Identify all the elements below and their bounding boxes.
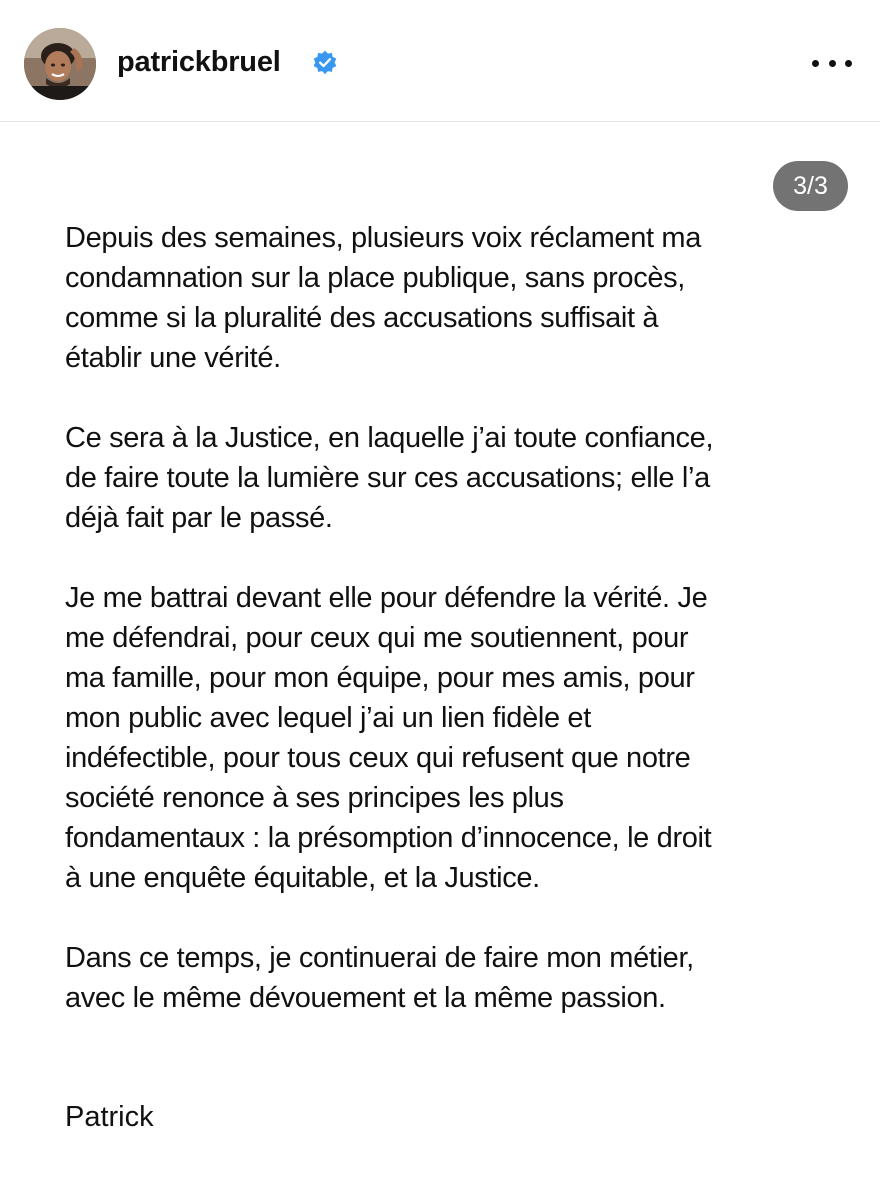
text-line: mon public avec lequel j’ai un lien fidèle et <box>65 702 591 734</box>
verified-badge-icon <box>312 50 338 76</box>
post-paragraph <box>65 218 845 378</box>
text-line: avec le même dévouement et la même passion. <box>65 982 666 1014</box>
text-line: de faire toute la lumière sur ces accusations; elle l’a <box>65 462 710 494</box>
post-text-body <box>65 218 845 1058</box>
more-options-icon <box>829 60 836 67</box>
more-options-button[interactable] <box>812 48 852 78</box>
text-line: indéfectible, pour tous ceux qui refusent que notre <box>65 742 691 774</box>
text-line: fondamentaux : la présomption d’innocence, le droit <box>65 822 712 854</box>
text-line: Je me battrai devant elle pour défendre la vérité. Je <box>65 582 708 614</box>
more-options-icon <box>845 60 852 67</box>
post-paragraph <box>65 578 845 898</box>
text-line: établir une vérité. <box>65 342 281 374</box>
text-line: comme si la pluralité des accusations suffisait à <box>65 302 659 334</box>
text-line: ma famille, pour mon équipe, pour mes amis, pour <box>65 662 695 694</box>
text-line: société renonce à ses principes les plus <box>65 782 564 814</box>
text-line: déjà fait par le passé. <box>65 502 333 534</box>
text-line: condamnation sur la place publique, sans procès, <box>65 262 685 294</box>
text-line: à une enquête équitable, et la Justice. <box>65 862 540 894</box>
profile-avatar[interactable] <box>24 28 96 100</box>
username-link[interactable]: patrickbruel <box>117 46 281 78</box>
avatar-photo-icon <box>24 28 96 100</box>
slide-counter-badge: 3/3 <box>773 161 848 211</box>
post-paragraph <box>65 938 845 1018</box>
text-line: Depuis des semaines, plusieurs voix réclament ma <box>65 222 701 254</box>
text-line: me défendrai, pour ceux qui me soutiennent, pour <box>65 622 689 654</box>
post-signature: Patrick <box>65 1101 154 1133</box>
more-options-icon <box>812 60 819 67</box>
post-paragraph <box>65 418 845 538</box>
post-header <box>0 0 880 122</box>
text-line: Dans ce temps, je continuerai de faire mon métier, <box>65 942 694 974</box>
text-line: Ce sera à la Justice, en laquelle j’ai toute confiance, <box>65 422 714 454</box>
